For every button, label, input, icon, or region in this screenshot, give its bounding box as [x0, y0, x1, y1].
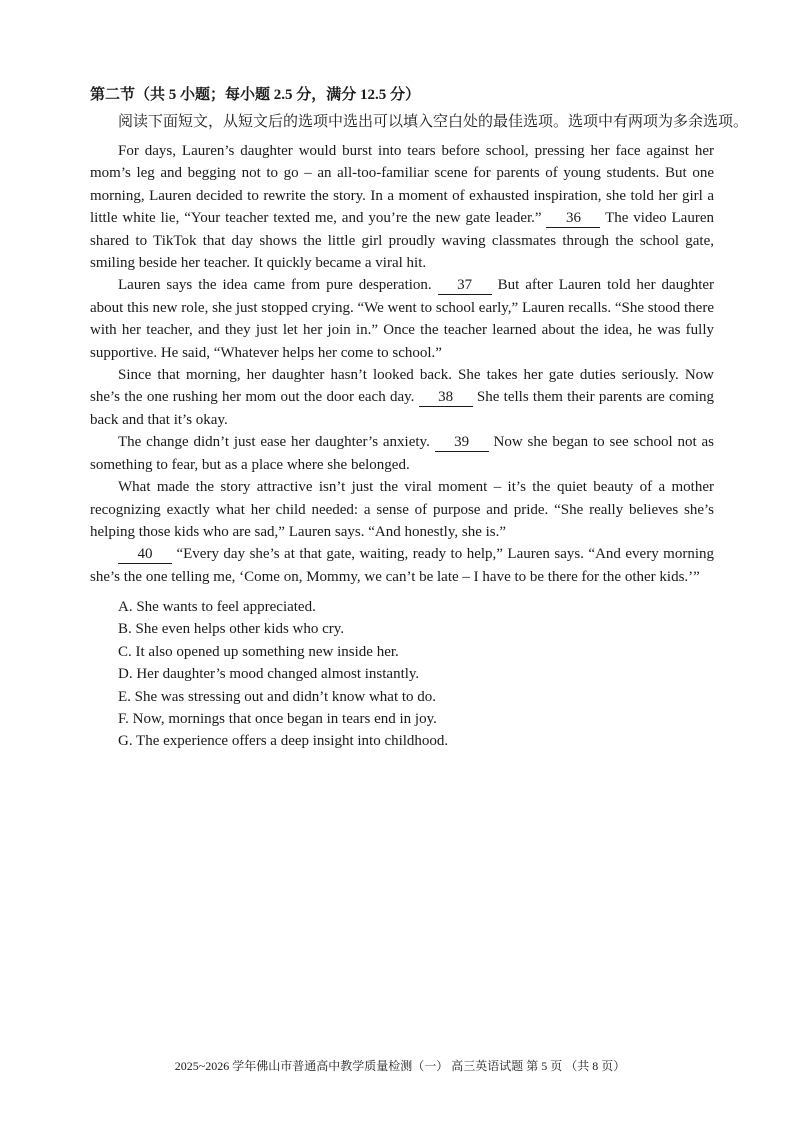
blank-39: 39	[435, 434, 489, 452]
blank-37: 37	[438, 277, 492, 295]
option-g: G. The experience offers a deep insight into childhood.	[118, 733, 449, 750]
blank-36: 36	[546, 210, 600, 228]
paragraph-text: Since that morning, her daughter hasn’t looked back. She takes her gate duties seriously. Now she’s the one rushing her mom out the door each day.	[90, 367, 714, 406]
paragraph-6	[90, 543, 714, 588]
paragraph-5: What made the story attractive isn’t just the viral moment – it’s the quiet beauty of a mother recognizing exactly what her child needed: a sense of purpose and pride. “She really believes she’s helping those kids who are sad,” Lauren says. “And honestly, she is.”	[90, 479, 714, 540]
paragraph-text: The video Lauren shared to TikTok that day shows the little girl proudly waving classmates through the school gate, smiling beside her teacher. It quickly became a viral hit.	[90, 210, 714, 272]
option-f: F. Now, mornings that once began in tears end in joy.	[118, 711, 437, 728]
option-d: D. Her daughter’s mood changed almost instantly.	[118, 666, 420, 683]
section-title: 第二节（共 5 小题；每小题 2.5 分，满分 12.5 分）	[90, 87, 421, 103]
paragraph-text: For days, Lauren’s daughter would burst into tears before school, pressing her face against her mom’s leg and begging not to go – an all-too-familiar scene for parents of young students. But one morning, Lauren decided to rewrite the story. In a moment of exhausted inspiration, she told her girl a little white lie, “Your teacher texted me, and you’re the new gate leader.”	[90, 143, 714, 227]
option-c: C. It also opened up something new inside her.	[118, 643, 399, 660]
blank-38: 38	[419, 389, 473, 407]
section-instructions: 阅读下面短文，从短文后的选项中选出可以填入空白处的最佳选项。选项中有两项为多余选项。	[118, 114, 749, 130]
blank-40: 40	[118, 546, 172, 564]
page-footer: 2025~2026 学年佛山市普通高中教学质量检测（一） 高三英语试题 第 5 页 （共 8 页）	[174, 1059, 626, 1073]
paragraph-text: Now she began to see school not as something to fear, but as a place where she belonged.	[90, 434, 715, 473]
paragraph-text: The change didn’t just ease her daughter’s anxiety.	[118, 434, 430, 451]
paragraph-1	[90, 140, 714, 274]
option-b: B. She even helps other kids who cry.	[118, 621, 345, 638]
paragraph-text: “Every day she’s at that gate, waiting, ready to help,” Lauren says. “And every morning she’s the one telling me, ‘Come on, Mommy, we can’t be late – I have to be there for the other kids.’”	[90, 546, 714, 585]
paragraph-text: Lauren says the idea came from pure desperation.	[118, 277, 432, 294]
answer-options	[118, 596, 448, 753]
option-e: E. She was stressing out and didn’t know what to do.	[118, 688, 437, 705]
paragraph-text: But after Lauren told her daughter about this new role, she just stopped crying. “We went to school early,” Lauren recalls. “She stood there with her teacher, and they just let her join in.” Once the teacher learned about the idea, he was fully supportive. He said, “Whatever helps her come to school.”	[90, 277, 715, 361]
paragraph-text: She tells them their parents are coming back and that it’s okay.	[90, 389, 715, 428]
passage	[90, 140, 714, 588]
option-a: A. She wants to feel appreciated.	[118, 599, 316, 615]
paragraph-4	[90, 431, 714, 476]
paragraph-2	[90, 274, 714, 364]
paragraph-3	[90, 364, 714, 431]
